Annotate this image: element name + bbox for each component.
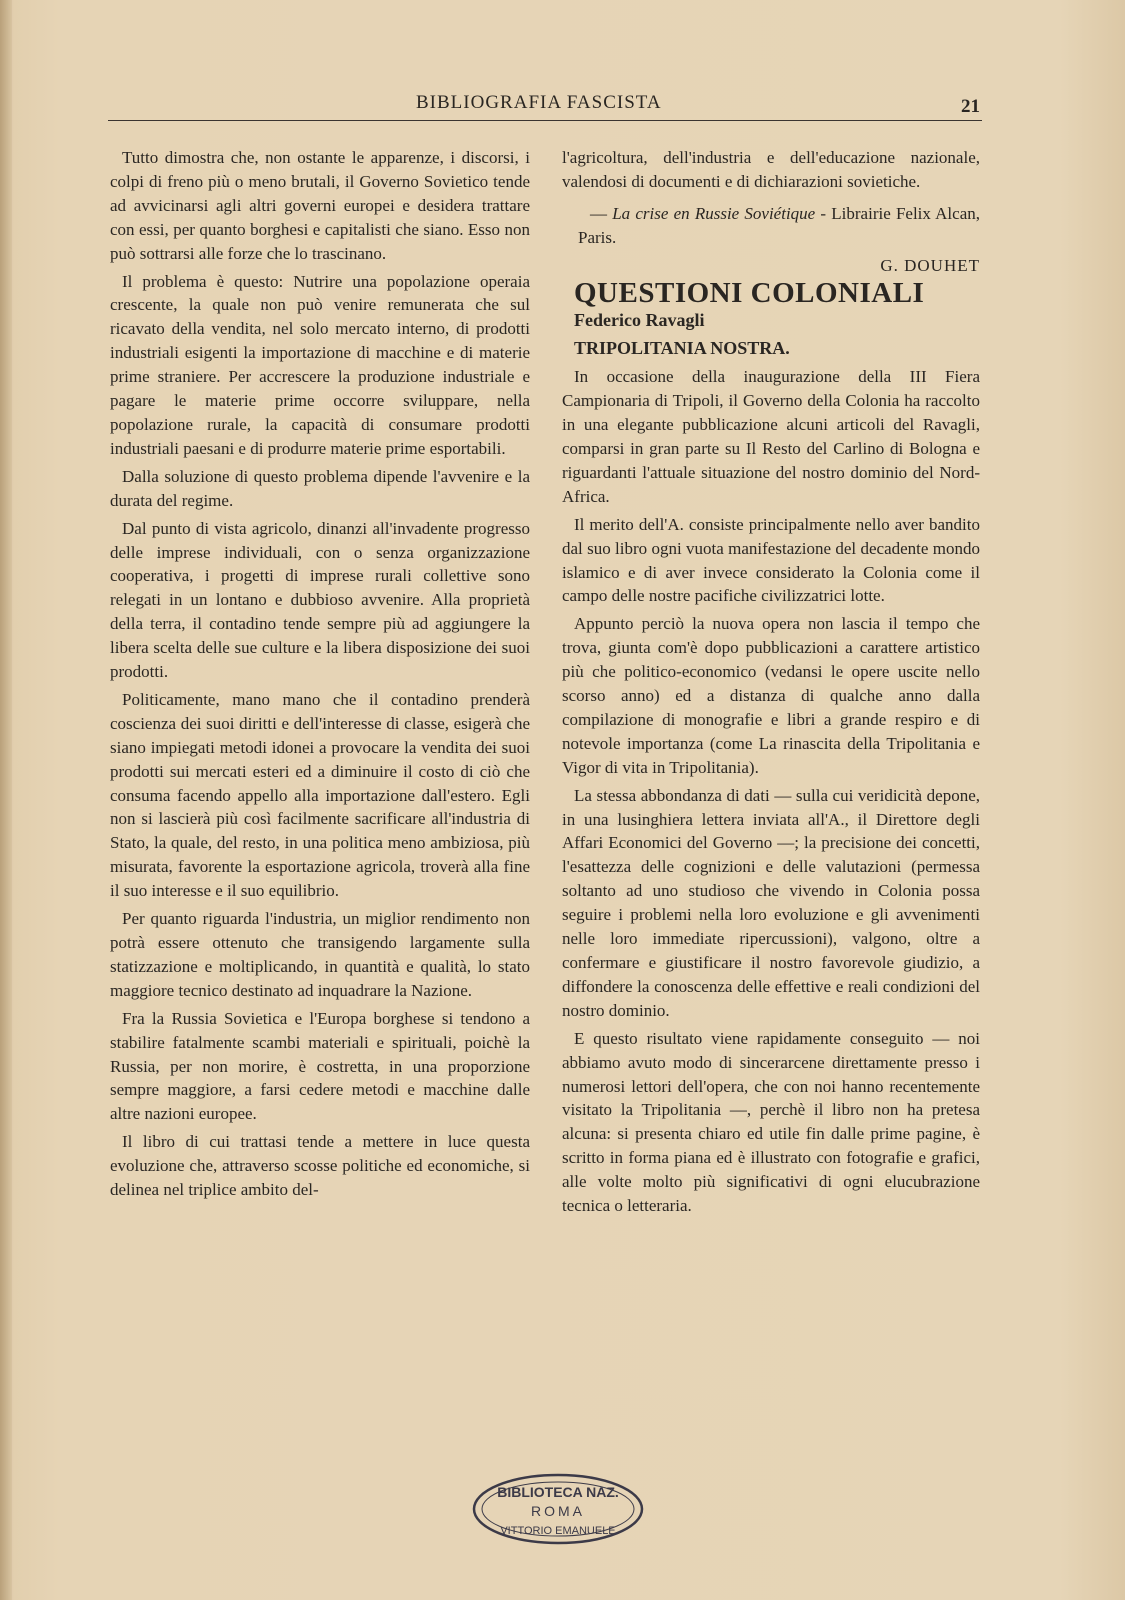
- paragraph: Il merito dell'A. consiste principalmente nello aver bandito dal suo libro ogni vuota manifestazione del decadente mondo islamico e di aver invece considerato la Colonia come il campo delle nostre pacifiche civilizzatrici lotte.: [562, 514, 980, 606]
- paragraph: Dal punto di vista agricolo, dinanzi all'invadente progresso delle imprese individuali, con o senza organizzazione cooperativa, i progetti di imprese rurali collettive sono relegati in un lontano e dubbioso avvenire. Alla proprietà della terra, il contadino tende sempre più ad aggiungere la libera scelta delle sue culture e la libera disposizione dei suoi prodotti.: [110, 518, 530, 682]
- page-binding-edge: [0, 0, 12, 1600]
- paragraph: Dalla soluzione di questo problema dipende l'avvenire e la durata del regime.: [110, 466, 530, 510]
- journal-title: BIBLIOGRAFIA FASCISTA: [416, 92, 662, 113]
- page-number: 21: [961, 96, 980, 117]
- stamp-text-top: BIBLIOTECA NAZ.: [497, 1484, 619, 1500]
- continuation-paragraph: l'agricoltura, dell'industria e dell'educazione nazionale, valendosi di documenti e di dichiarazioni sovietiche.: [562, 148, 980, 191]
- book-reference: [562, 202, 980, 250]
- stamp-text-middle: ROMA: [531, 1503, 585, 1519]
- review-book-title: TRIPOLITANIA NOSTRA.: [574, 338, 790, 359]
- review-signature: G. DOUHET: [880, 255, 980, 275]
- paragraph: E questo risultato viene rapidamente conseguito — noi abbiamo avuto modo di sincerarcene direttamente presso i numerosi lettori dell'opera, che con noi hanno recentemente visitato la Tripolitania —, perchè il libro non ha pretesa alcuna: si presenta chiaro ed utile fin dalle prime pagine, è scritto in forma piana ed è illustrato con fotografie e grafici, alle volte molto più significativi di ogni elucubrazione tecnica o letteraria.: [562, 1028, 980, 1216]
- paragraph: Il problema è questo: Nutrire una popolazione operaia crescente, la quale non può venire remunerata che sul ricavato della vendita, nel solo mercato interno, di prodotti industriali esigenti la importazione di macchine e di materie prime straniere. Per accrescere la produzione industriale e pagare le materie prime occorre sviluppare, nella popolazione rurale, la capacità di consumare prodotti industriali paesani e di produrre materie prime esportabili.: [110, 271, 530, 458]
- paragraph: Tutto dimostra che, non ostante le apparenze, i discorsi, i colpi di freno più o meno brutali, il Governo Sovietico tende ad avvicinarsi agli altri governi europei e desidera trattare con essi, per quanto borghesi e capitalisti che siano. Esso non può sottrarsi alle forze che lo trascinano.: [110, 148, 530, 263]
- paragraph: Per quanto riguarda l'industria, un miglior rendimento non potrà essere ottenuto che transigendo largamente sulla statizzazione e moltiplicando, in quantità e qualità, lo stato maggiore tecnico destinato ad inquadrare la Nazione.: [110, 909, 530, 1000]
- review-author: Federico Ravagli: [574, 310, 705, 331]
- section-heading: QUESTIONI COLONIALI: [574, 276, 925, 309]
- paragraph: Fra la Russia Sovietica e l'Europa borghese si tendono a stabilire fatalmente scambi materiali e spirituali, poichè la Russia, per non morire, è costretta, in una proporzione sempre maggiore, a farsi cedere metodi e macchine dalle altre nazioni europee.: [110, 1008, 530, 1124]
- running-header: [108, 88, 982, 124]
- paragraph: Politicamente, mano mano che il contadino prenderà coscienza dei suoi diritti e dell'interesse di classe, esigerà che siano impiegati metodi idonei a provocare la vendita dei suoi prodotti sui mercati esteri ed a diminuire il costo di ciò che consuma facendo appello alla importazione dall'estero. Egli non si lascierà più così facilmente sacrificare all'industria di Stato, la quale, del resto, in una politica meno ambiziosa, più misurata, favorente la esportazione agricola, troverà alla fine il suo interesse e il suo equilibrio.: [110, 689, 530, 901]
- paragraph: La stessa abbondanza di dati — sulla cui veridicità depone, in una lusinghiera lettera inviata all'A., il Direttore degli Affari Economici del Governo —; la precisione dei concetti, l'esattezza delle cognizioni e delle valutazioni (permessa soltanto ad uno studioso che vivendo in Colonia possa seguire i problemi nella loro evoluzione e gli avvenimenti nelle loro immediate ripercussioni), valgono, oltre a confermare e giustificare il nostro favorevole giudizio, a diffondere la conoscenza delle effettive e reali condizioni del nostro dominio.: [562, 785, 980, 1020]
- reference-publisher: - Librairie Felix Alcan, Paris.: [578, 203, 980, 247]
- left-column: [110, 146, 530, 1206]
- paragraph: Appunto perciò la nuova opera non lascia il tempo che trova, giunta com'è dopo pubblicazioni a carattere artistico più che politico-economico (vedansi le opere uscite nello scorso anno) ed a distanza di qualche anno dalla compilazione di monografie e libri a grande respiro e di notevole importanza (come La rinascita della Tripolitania e Vigor di vita in Tripolitania).: [562, 614, 980, 777]
- paragraph: Il libro di cui trattasi tende a mettere in luce questa evoluzione che, attraverso scosse politiche ed economiche, si delinea nel triplice ambito del-: [110, 1132, 530, 1200]
- paragraph: In occasione della inaugurazione della III Fiera Campionaria di Tripoli, il Governo della Colonia ha raccolto in una elegante pubblicazione alcuni articoli del Ravagli, comparsi in gran parte su Il Resto del Carlino di Bologna e riguardanti l'attuale situazione del nostro dominio del Nord-Africa.: [562, 367, 980, 506]
- right-column: [562, 146, 980, 1222]
- reference-title: La crise en Russie Soviétique: [612, 203, 816, 223]
- library-stamp-icon: [470, 1470, 650, 1548]
- stamp-text-bottom: VITTORIO EMANUELE: [500, 1525, 616, 1537]
- reference-dash: —: [590, 203, 613, 223]
- header-rule: [108, 120, 982, 121]
